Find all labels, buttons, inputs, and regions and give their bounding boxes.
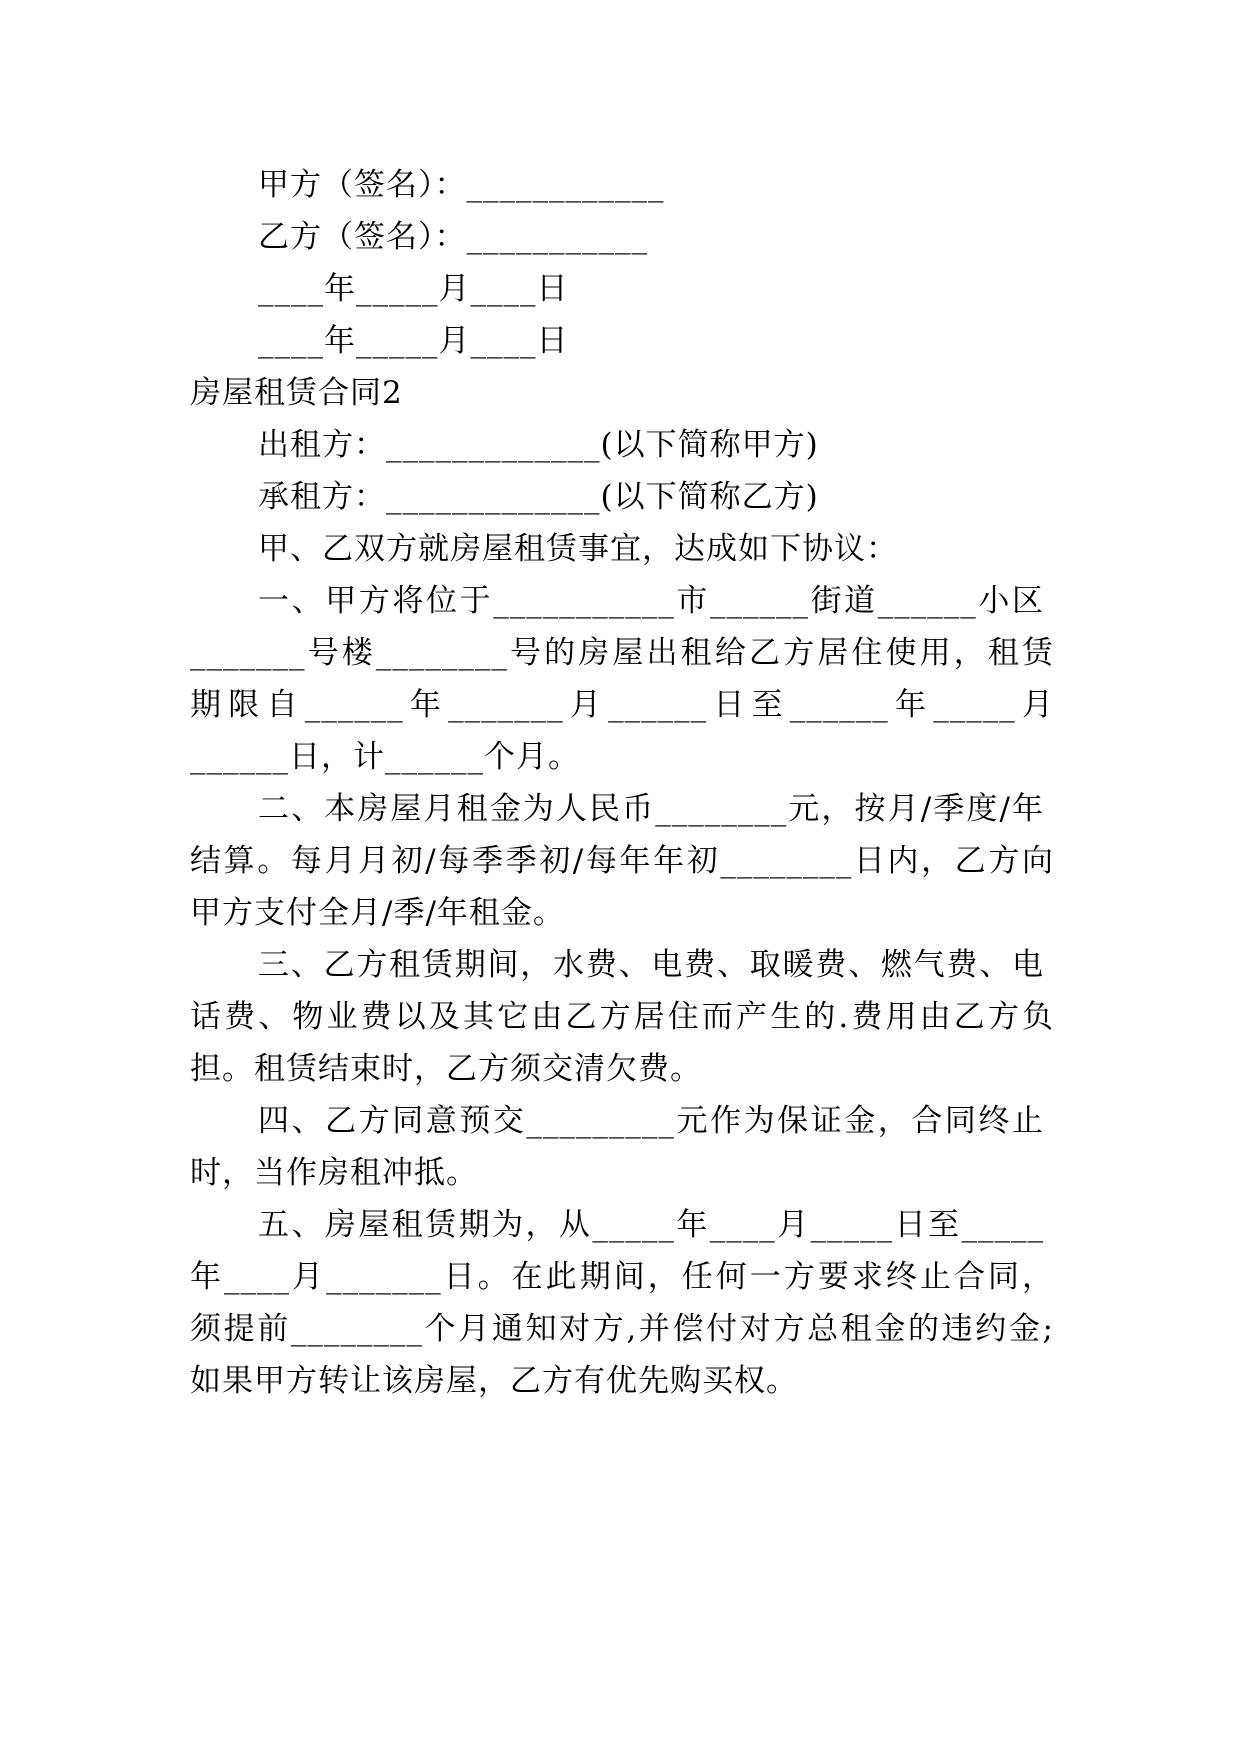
clause-5-line-3: 须提前________个月通知对方,并偿付对方总租金的违约金; [190, 1311, 1054, 1347]
date-line-1: ____年_____月____日 [258, 271, 569, 307]
date-line-2: ____年_____月____日 [258, 323, 569, 359]
contract-title: 房屋租赁合同2 [190, 375, 403, 411]
clause-2-line-3: 甲方支付全月/季/年租金。 [190, 895, 565, 931]
clause-2-line-2: 结算。每月月初/每季季初/每年年初________日内，乙方向 [190, 843, 1054, 879]
lessee-line: 承租方：_____________(以下简称乙方) [258, 479, 819, 515]
clause-3-line-1: 三、乙方租赁期间，水费、电费、取暖费、燃气费、电 [258, 947, 1044, 983]
lessor-line: 出租方：_____________(以下简称甲方) [258, 427, 819, 463]
clause-3-line-3: 担。租赁结束时，乙方须交清欠费。 [190, 1051, 702, 1087]
party-b-signature-line: 乙方（签名）：___________ [258, 219, 648, 255]
clause-4-line-2: 时，当作房租冲抵。 [190, 1155, 478, 1191]
agreement-intro: 甲、乙双方就房屋租赁事宜，达成如下协议： [258, 531, 898, 567]
clause-1-line-1: 一、甲方将位于___________市______街道______小区 [258, 583, 1044, 619]
clause-1-line-4: ______日，计______个月。 [190, 739, 580, 775]
clause-5-line-4: 如果甲方转让该房屋，乙方有优先购买权。 [190, 1363, 798, 1399]
clause-3-line-2: 话费、物业费以及其它由乙方居住而产生的.费用由乙方负 [190, 999, 1054, 1035]
clause-1-line-2: _______号楼________号的房屋出租给乙方居住使用，租赁 [190, 635, 1054, 671]
clause-5-line-1: 五、房屋租赁期为，从_____年____月_____日至_____ [258, 1207, 1044, 1243]
clause-1-line-3: 期限自______年_______月______日至______年_____月 [190, 687, 1054, 723]
clause-4-line-1: 四、乙方同意预交_________元作为保证金，合同终止 [258, 1103, 1044, 1139]
party-a-signature-line: 甲方（签名）：____________ [258, 167, 665, 203]
clause-2-line-1: 二、本房屋月租金为人民币________元，按月/季度/年 [258, 791, 1044, 827]
clause-5-line-2: 年____月_______日。在此期间，任何一方要求终止合同， [190, 1259, 1054, 1295]
